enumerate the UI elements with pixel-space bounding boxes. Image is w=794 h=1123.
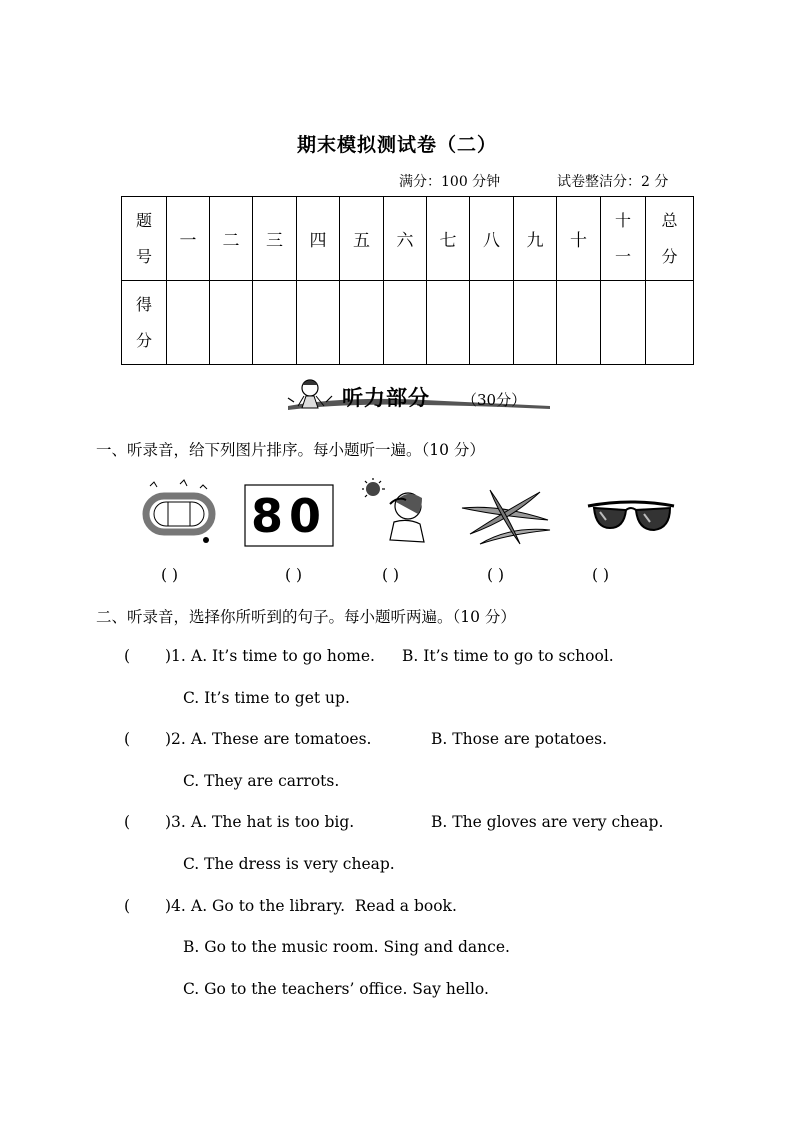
column-header: 一 (167, 197, 210, 281)
option-a: A. These are tomatoes. (191, 730, 372, 748)
question-number-row (122, 197, 694, 281)
option-b: B. Those are potatoes. (431, 730, 608, 748)
option-c: C. They are carrots. (183, 772, 340, 790)
question-number-label (122, 197, 167, 281)
number-card-text: 80 (250, 489, 328, 543)
neatness-score-note: 试卷整洁分：2 分 (557, 174, 669, 190)
option-c: C. The dress is very cheap. (183, 855, 395, 873)
label-char: 一 (614, 246, 631, 266)
score-cell[interactable] (167, 281, 210, 365)
score-cell[interactable] (601, 281, 646, 365)
picture-answer-blank-5[interactable]: ( ) (592, 566, 610, 584)
number-card-picture (244, 484, 334, 547)
score-cell[interactable] (557, 281, 601, 365)
column-header: 六 (384, 197, 427, 281)
score-cell[interactable] (646, 281, 694, 365)
column-header: 四 (297, 197, 340, 281)
column-header: 三 (253, 197, 297, 281)
answer-blank-open[interactable]: ( (124, 647, 131, 665)
score-cell[interactable] (253, 281, 297, 365)
column-header: 二 (210, 197, 253, 281)
option-c: C. It’s time to get up. (183, 689, 350, 707)
section-one-heading: 一、听录音，给下列图片排序。每小题听一遍。（10 分） (96, 441, 485, 459)
option-b: B. The gloves are very cheap. (431, 813, 664, 831)
score-cell[interactable] (427, 281, 470, 365)
column-header-total (646, 197, 694, 281)
label-char: 分 (135, 330, 152, 350)
score-table (121, 196, 694, 365)
question-number: )4. (165, 897, 186, 915)
score-cell[interactable] (384, 281, 427, 365)
score-cell[interactable] (297, 281, 340, 365)
score-cell[interactable] (514, 281, 557, 365)
sunglasses-picture (586, 496, 676, 540)
label-char: 分 (661, 246, 678, 266)
label-char: 总 (661, 210, 678, 230)
section-two-heading: 二、听录音，选择你所听到的句子。每小题听两遍。（10 分） (96, 608, 516, 626)
column-header: 九 (514, 197, 557, 281)
label-char: 号 (135, 246, 152, 266)
column-header-eleven (601, 197, 646, 281)
label-char: 得 (135, 294, 152, 314)
score-cell[interactable] (340, 281, 384, 365)
score-row (122, 281, 694, 365)
running-track-picture (140, 478, 220, 550)
option-a: A. Go to the library. Read a book. (191, 897, 457, 915)
option-a: A. The hat is too big. (191, 813, 355, 831)
answer-blank-open[interactable]: ( (124, 730, 131, 748)
option-b: B. Go to the music room. Sing and dance. (183, 938, 510, 956)
label-char: 题 (135, 210, 152, 230)
picture-answer-blank-1[interactable]: ( ) (161, 566, 179, 584)
page-title: 期末模拟测试卷（二） (296, 134, 497, 156)
listening-section-score: （30分） (462, 391, 527, 409)
picture-answer-blank-3[interactable]: ( ) (382, 566, 400, 584)
picture-answer-blank-4[interactable]: ( ) (487, 566, 505, 584)
column-header: 七 (427, 197, 470, 281)
picture-answer-blank-2[interactable]: ( ) (285, 566, 303, 584)
score-label (122, 281, 167, 365)
score-cell[interactable] (470, 281, 514, 365)
answer-blank-open[interactable]: ( (124, 813, 131, 831)
column-header: 五 (340, 197, 384, 281)
question-number: )3. (165, 813, 186, 831)
carrots-picture (460, 486, 552, 548)
column-header: 十 (557, 197, 601, 281)
question-number: )2. (165, 730, 186, 748)
option-a: A. It’s time to go home. (191, 647, 375, 665)
column-header: 八 (470, 197, 514, 281)
question-number: )1. (165, 647, 186, 665)
option-b: B. It’s time to go to school. (402, 647, 614, 665)
label-char: 十 (614, 210, 631, 230)
hot-sun-boy-picture (360, 478, 432, 548)
answer-blank-open[interactable]: ( (124, 897, 131, 915)
full-score-note: 满分：100 分钟 (399, 174, 501, 190)
score-cell[interactable] (210, 281, 253, 365)
listening-section-label: 听力部分 (342, 386, 430, 410)
option-c: C. Go to the teachers’ office. Say hello. (183, 980, 489, 998)
